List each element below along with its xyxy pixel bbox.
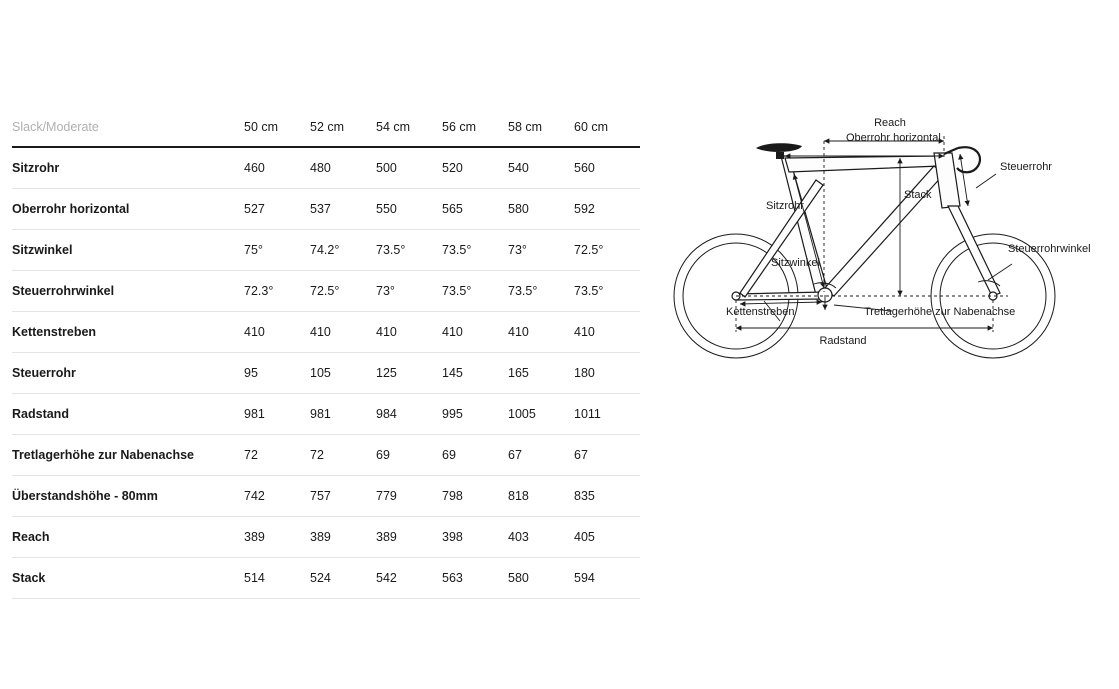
frame-shape — [732, 153, 1000, 302]
row-label: Oberrohr horizontal — [12, 189, 244, 230]
row-value: 69 — [442, 435, 508, 476]
saddle-icon — [756, 143, 802, 159]
row-value: 125 — [376, 353, 442, 394]
row-value: 563 — [442, 558, 508, 599]
header-size-58: 58 cm — [508, 108, 574, 147]
table-row — [12, 435, 640, 476]
row-label: Reach — [12, 517, 244, 558]
row-value: 72.5° — [310, 271, 376, 312]
row-label: Radstand — [12, 394, 244, 435]
row-value: 403 — [508, 517, 574, 558]
table-row — [12, 271, 640, 312]
table-row — [12, 353, 640, 394]
row-value: 67 — [508, 435, 574, 476]
row-value: 818 — [508, 476, 574, 517]
table-row — [12, 147, 640, 189]
row-value: 542 — [376, 558, 442, 599]
geometry-table-container — [12, 108, 640, 599]
steuerrohrwinkel-leader — [988, 264, 1012, 280]
row-value: 72.3° — [244, 271, 310, 312]
table-row — [12, 312, 640, 353]
row-label: Überstandshöhe - 80mm — [12, 476, 244, 517]
row-value: 757 — [310, 476, 376, 517]
table-row — [12, 517, 640, 558]
row-value: 550 — [376, 189, 442, 230]
table-row — [12, 189, 640, 230]
label-kettenstreben: Kettenstreben — [726, 306, 795, 318]
row-value: 72 — [244, 435, 310, 476]
row-value: 67 — [574, 435, 640, 476]
table-row — [12, 476, 640, 517]
row-value: 981 — [244, 394, 310, 435]
row-label: Stack — [12, 558, 244, 599]
header-size-50: 50 cm — [244, 108, 310, 147]
row-value: 180 — [574, 353, 640, 394]
row-value: 540 — [508, 147, 574, 189]
row-value: 592 — [574, 189, 640, 230]
header-size-60: 60 cm — [574, 108, 640, 147]
row-value: 73° — [376, 271, 442, 312]
table-head — [12, 108, 640, 147]
row-value: 514 — [244, 558, 310, 599]
row-value: 565 — [442, 189, 508, 230]
label-sitzwinkel: Sitzwinkel — [771, 257, 820, 269]
row-value: 389 — [376, 517, 442, 558]
table-row — [12, 230, 640, 271]
row-value: 594 — [574, 558, 640, 599]
row-value: 527 — [244, 189, 310, 230]
row-value: 69 — [376, 435, 442, 476]
table-body — [12, 147, 640, 599]
steuerrohr-leader — [976, 174, 996, 188]
row-value: 145 — [442, 353, 508, 394]
header-size-56: 56 cm — [442, 108, 508, 147]
table-row — [12, 558, 640, 599]
table-header-row — [12, 108, 640, 147]
row-label: Steuerrohr — [12, 353, 244, 394]
row-value: 73° — [508, 230, 574, 271]
row-value: 835 — [574, 476, 640, 517]
row-value: 75° — [244, 230, 310, 271]
row-label: Tretlagerhöhe zur Nabenachse — [12, 435, 244, 476]
row-value: 580 — [508, 558, 574, 599]
row-value: 798 — [442, 476, 508, 517]
row-value: 1005 — [508, 394, 574, 435]
row-value: 460 — [244, 147, 310, 189]
row-value: 520 — [442, 147, 508, 189]
label-sitzrohr: Sitzrohr — [766, 200, 804, 212]
row-label: Sitzrohr — [12, 147, 244, 189]
label-oberrohr-horizontal: Oberrohr horizontal — [846, 132, 941, 144]
row-label: Sitzwinkel — [12, 230, 244, 271]
row-value: 73.5° — [376, 230, 442, 271]
row-value: 389 — [244, 517, 310, 558]
header-size-54: 54 cm — [376, 108, 442, 147]
header-size-52: 52 cm — [310, 108, 376, 147]
label-radstand: Radstand — [819, 335, 867, 347]
row-value: 74.2° — [310, 230, 376, 271]
row-value: 105 — [310, 353, 376, 394]
row-value: 410 — [442, 312, 508, 353]
label-steuerrohrwinkel: Steuerrohrwinkel — [1008, 243, 1091, 255]
row-value: 95 — [244, 353, 310, 394]
row-value: 73.5° — [442, 230, 508, 271]
row-value: 742 — [244, 476, 310, 517]
row-value: 779 — [376, 476, 442, 517]
row-value: 537 — [310, 189, 376, 230]
row-label: Kettenstreben — [12, 312, 244, 353]
row-value: 73.5° — [508, 271, 574, 312]
row-value: 72.5° — [574, 230, 640, 271]
row-value: 72 — [310, 435, 376, 476]
row-value: 995 — [442, 394, 508, 435]
row-value: 1011 — [574, 394, 640, 435]
row-value: 524 — [310, 558, 376, 599]
row-value: 73.5° — [442, 271, 508, 312]
row-value: 410 — [574, 312, 640, 353]
row-value: 405 — [574, 517, 640, 558]
row-value: 410 — [508, 312, 574, 353]
row-value: 73.5° — [574, 271, 640, 312]
table-row — [12, 394, 640, 435]
row-value: 410 — [244, 312, 310, 353]
label-stack: Stack — [904, 189, 932, 201]
label-reach: Reach — [874, 117, 906, 129]
row-value: 560 — [574, 147, 640, 189]
row-value: 410 — [310, 312, 376, 353]
row-value: 500 — [376, 147, 442, 189]
row-label: Steuerrohrwinkel — [12, 271, 244, 312]
row-value: 398 — [442, 517, 508, 558]
label-steuerrohr: Steuerrohr — [1000, 161, 1052, 173]
row-value: 410 — [376, 312, 442, 353]
bike-geometry-diagram — [648, 96, 1108, 366]
kettenstreben-dimension-line — [740, 302, 822, 304]
geometry-table — [12, 108, 640, 599]
row-value: 580 — [508, 189, 574, 230]
row-value: 984 — [376, 394, 442, 435]
row-value: 480 — [310, 147, 376, 189]
row-value: 165 — [508, 353, 574, 394]
steuerrohr-dimension-line — [960, 154, 968, 206]
row-value: 981 — [310, 394, 376, 435]
label-tretlagerhoehe: Tretlagerhöhe zur Nabenachse — [864, 306, 1016, 318]
header-label-cell: Slack/Moderate — [12, 108, 244, 147]
row-value: 389 — [310, 517, 376, 558]
